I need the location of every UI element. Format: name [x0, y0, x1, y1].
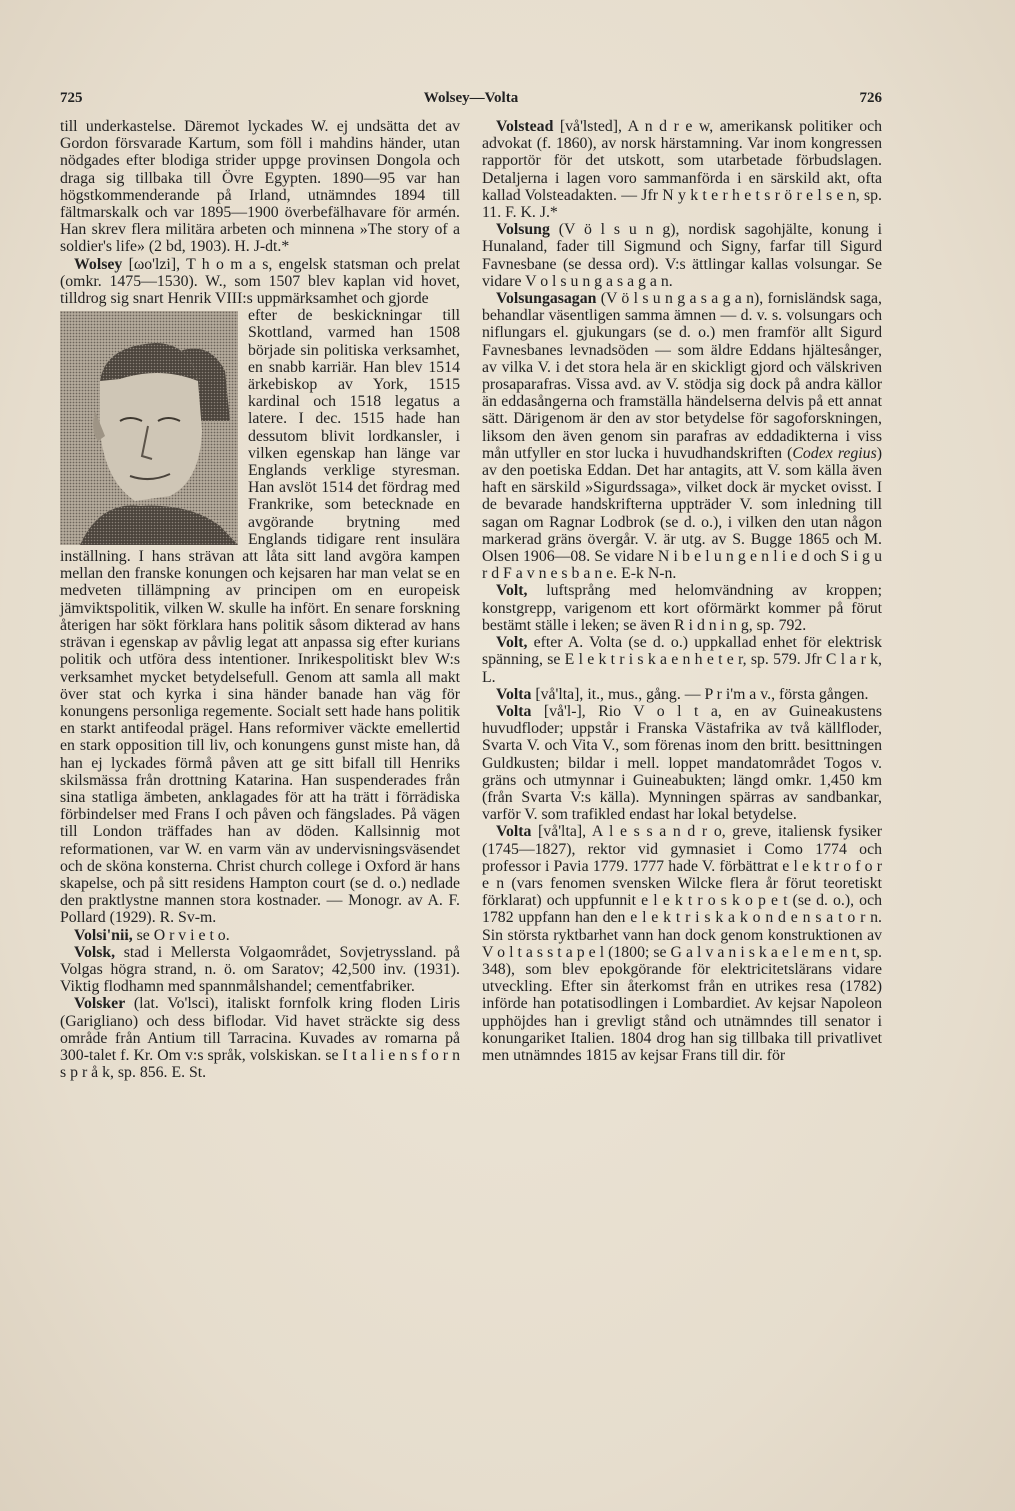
- entry-body: [vå'lsted], A n d r e w, amerikansk politiker och advokat (f. 1860), av norsk härstamning. Var inom kongressen rapportör för det utskott, som utarbetade förbudslagen. Detaljerna i lagen voro sammanförda i en särskild akt, ofta kallad Volsteadakten. — Jfr N y k t e r h e t s r ö r e l s e n, sp. 11. F. K. J.*: [482, 118, 882, 222]
- entry-head: Volsung: [496, 221, 550, 239]
- entry-volsker: [60, 995, 460, 1081]
- entry-wolsey-continued: efter de beskickningar till Skottland, varmed han 1508 började sin politiska verksamhet, en snabb karriär. Han blev 1514 ärkebiskop av York, 1515 kardinal och 1518 legatus a latere. I dec. 1515 hade han dessutom blivit lordkansler, i vilken egenskap han länge var Englands verklige styresman. Han avslöt 1514 det fördrag med Frankrike, som betecknade en avgörande brytning med Englands tidigare rent insulära inställning. I hans strävan att låta sitt land avgöra kampen mellan den franske konungen och kejsaren har man velat se en medveten tillämpning av principen om en europeisk jämviktspolitik, vilken W. skulle ha infört. En senare forskning återigen har sökt förklara hans politik såsom dikterad av hans strävan i egenskap av påvlig legat att anpassa sig efter kurians politik och utföra dess intentioner. Inrikespolitiskt blev W:s verksamhet mycket betydelsefull. Genom att samla all makt över stat och kyrka i sina händer banade han väg för konungens personliga regemente. Socialt sett hade hans politik en starkt antifeodal prägel. Hans reformiver väckte emellertid en stark opposition till liv, och konungens gunst miste han, då han ej lyckades förmå påven att ge sitt bifall till Henriks skilsmässa från drottning Katarina. Han suspenderades från sina statliga ämbeten, anklagades för att ha trätt i förrädiska förbindelser med Frans I och påven och fängslades. På vägen till London träffades han av döden. Kallsinnig mot reformationen, var W. en varm vän av undervisningsväsendet och de sköna konsterna. Christ church college i Oxford är hans skapelse, och på sitt residens Hampton court (se d. o.) nedlade den praktlystne mannen stora kostnader. — Monogr. av A. F. Pollard (1929). R. Sv-m.: [60, 307, 460, 927]
- portrait-of-wolsey-image: [60, 311, 238, 545]
- entry-volta-river: [482, 703, 882, 823]
- page-number-left: 725: [60, 90, 83, 106]
- entry-volsung: [482, 221, 882, 290]
- entry-body: efter A. Volta (se d. o.) uppkallad enhet för elektrisk spänning, se E l e k t r i s k a e n h e t e r, sp. 579. Jfr C l a r k, L.: [482, 634, 882, 686]
- entry-volsungasagan: [482, 290, 882, 582]
- entry-body: (V ö l s u n g a s a g a n), fornisländsk saga, behandlar väsentligen samma ämnen — d. v. s. volsungars och niflungars el. gjukungars (se d. o.) men framför allt Sigurd Favnesbanes levnadsöden — som äldre Eddans hjältesånger, av vilka V. i det stora hela är en skickligt gjord och välskriven prosaparafras. Vissa avd. av V. stödja sig dock på andra källor än eddasångerna och framställa händelserna delvis på ett annat sätt. Därigenom är den av stor betydelse för sagoforskningen, liksom den även genom sin parafras av eddadikterna i viss mån utfyller en stor lucka i huvudhandskriften (: [482, 290, 882, 462]
- entry-volt-sport: [482, 582, 882, 634]
- entry-body: (lat. Vo'lsci), italiskt fornfolk kring floden Liris (Garigliano) och dess biflodar. Vid havet sträckte sig dess område från Antium till Tarracina. Kuvades av romarna på 300-talet f. Kr. Om v:s språk, volskiskan. se I t a l i e n s f o r n s p r å k, sp. 856. E. St.: [60, 995, 460, 1082]
- codex-title: Codex regius: [792, 444, 877, 462]
- entry-volta-alessandro: [482, 823, 882, 1064]
- entry-volta-music: [482, 686, 882, 703]
- entry-head: Volt,: [496, 582, 528, 600]
- entry-body: [vå'l-], Rio V o l t a, en av Guineakustens huvudfloder; uppstår i Franska Västafrika av två källfloder, Svarta V. och Vita V., som förenas inom den britt. besittningen Guldkusten; bildar i mell. loppet mandatområdet Togos v. gräns och utmynnar i Guineabukten; längd omkr. 1,450 km (från Svarta V:s källa). Mynningen spärras av sandbankar, varför V. som trafikled endast har lokal betydelse.: [482, 702, 882, 824]
- entry-volstead: [482, 118, 882, 221]
- entry-head: Volt,: [496, 634, 528, 652]
- entry-body: (V ö l s u n g), nordisk sagohjälte, konung i Hunaland, fader till Sigmund och Signy, farfar till Sigurd Favnesbane (se dessa ord). V:s ättlingar kallas volsungar. Se vidare V o l s u n g a s a g a n.: [482, 221, 882, 290]
- entry-body: ) av den poetiska Eddan. Det har antagits, att V. som källa även haft en särskild »Sigurdssaga», vilket dock är mycket ovisst. I de bevarade handskrifterna uppträder V. som inledning till sagan om Ragnar Lodbrok (se d. o.), i vilken den utan någon markerad gräns övergår. V. är utg. av S. Bugge 1865 och M. Olsen 1906—08. Se vidare N i b e l u n g e n l i e d och S i g u r d F a v n e s b a n e. E-k N-n.: [482, 444, 882, 583]
- entry-head: Volta: [496, 685, 532, 703]
- entry-head: Volta: [496, 702, 532, 720]
- entry-wolseley-continued: till underkastelse. Däremot lyckades W. ej undsätta det av Gordon försvarade Kartum, som föll i mahdins händer, utan nödgades efter blodiga strider uppge provinsen Dongola och draga sig tillbaka till Övre Egypten. 1890—95 var han högstkommenderande på Irland, utnämndes 1894 till fältmarskalk och var 1895—1900 överbefälhavare för armén. Han skrev flera militära arbeten och minnena »The story of a soldier's life» (2 bd, 1903). H. J-dt.*: [60, 118, 460, 256]
- entry-body: [vå'lta], A l e s s a n d r o, greve, italiensk fysiker (1745—1827), rektor vid gymnasiet i Como 1774 och professor i Pavia 1779. 1777 hade V. förbättrat e l e k t r o f o r e n (vars fenomen svensken Wilcke flera år förut teoretiskt förklarat) och uppfunnit e l e k t r o s k o p e t (se d. o.), och 1782 uppfann han den e l e k t r i s k a k o n d e n s a t o r n. Sin största ryktbarhet vann han dock genom konstruktionen av V o l t a s s t a p e l (1800; se G a l v a n i s k a e l e m e n t, sp. 348), som blev epokgörande för elektricitetslärans vidare utveckling. Efter sin återkomst från en utrikes resa (1782) införde han potatisodlingen i Lombardiet. Av kejsar Napoleon upphöjdes han i grevligt stånd och utnämndes till senator i konungariket Italien. 1804 drog han sig tillbaka till privatlivet men utnämndes 1815 av kejsar Frans till dir. för: [482, 823, 882, 1064]
- entry-body: [vå'lta], it., mus., gång. — P r i'm a v., första gången.: [531, 685, 869, 703]
- entry-body: se O r v i e t o.: [132, 926, 230, 944]
- entry-head: Volsungasagan: [496, 290, 597, 308]
- entry-body: luftsprång med helomvändning av kroppen; konstgrepp, varigenom ett kort oförmärkt kommer på förut bestämt ställe i leken; se även R i d n i n g, sp. 792.: [482, 582, 882, 634]
- entry-head: Volsk,: [74, 943, 116, 961]
- page-number-right: 726: [859, 90, 882, 106]
- entry-head: Wolsey: [74, 255, 123, 273]
- entry-volsk: [60, 944, 460, 996]
- running-title: Wolsey—Volta: [423, 90, 519, 106]
- page-header: [60, 90, 882, 112]
- entry-body: [ωo'lzi], T h o m a s, engelsk statsman och prelat (omkr. 1475—1530). W., som 1507 blev kaplan vid hovet, tilldrog sig snart Henrik VIII:s uppmärksamhet och gjorde: [60, 255, 460, 308]
- entry-volt-unit: [482, 634, 882, 686]
- left-column: [60, 118, 460, 1081]
- entry-wolsey: [60, 256, 460, 308]
- right-column: [482, 118, 882, 1064]
- entry-head: Volsi'nii,: [74, 926, 133, 944]
- entry-head: Volstead: [496, 118, 554, 135]
- entry-head: Volta: [496, 823, 532, 841]
- entry-volsinii: [60, 927, 460, 944]
- entry-head: Volsker: [74, 995, 126, 1013]
- entry-body: stad i Mellersta Volgaområdet, Sovjetryssland. på Volgas högra strand, n. ö. om Saratov; 42,500 inv. (1931). Viktig flodhamn med spannmålshandel; cementfabriker.: [60, 943, 460, 996]
